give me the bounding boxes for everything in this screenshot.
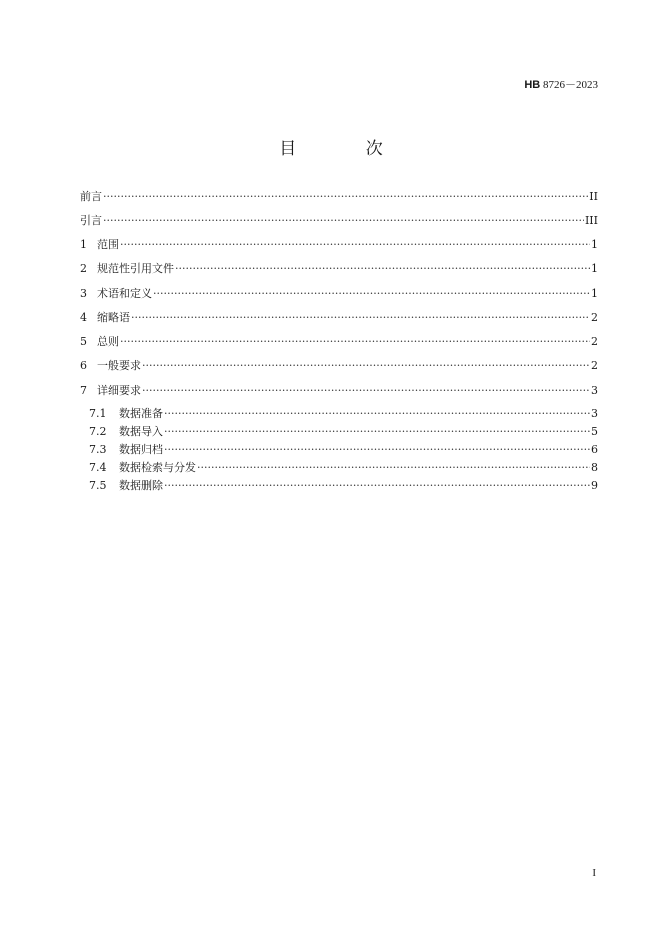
- toc-entry-label: 数据检索与分发: [119, 461, 196, 474]
- toc-entry-number: 7.2: [89, 425, 107, 438]
- toc-leader: [197, 461, 590, 475]
- toc-entry-page: 3: [591, 384, 598, 397]
- toc-entry-page: 1: [591, 238, 598, 251]
- toc-entry-label: 缩略语: [97, 311, 130, 324]
- toc-entry-data-deletion[interactable]: [89, 479, 598, 493]
- toc-entry-label: 数据准备: [119, 407, 163, 420]
- toc-entry-terms-definitions[interactable]: [80, 287, 598, 301]
- toc-leader: [142, 384, 590, 398]
- toc-leader: [164, 407, 590, 421]
- toc-entry-foreword[interactable]: [80, 190, 598, 204]
- toc-entry-page: 2: [591, 335, 598, 348]
- toc-entry-number: 7.5: [89, 479, 107, 492]
- toc-leader: [131, 311, 590, 325]
- toc-entry-introduction[interactable]: [80, 214, 598, 228]
- toc-entry-data-retrieval-distribution[interactable]: [89, 461, 598, 475]
- toc-leader: [103, 214, 584, 228]
- toc-leader: [120, 335, 590, 349]
- toc-entry-number: 7: [80, 384, 87, 397]
- toc-entry-data-archiving[interactable]: [89, 443, 598, 457]
- toc-entry-page: 6: [591, 443, 598, 456]
- toc-entry-page: 9: [591, 479, 598, 492]
- standard-code-number: 8726－2023: [540, 79, 598, 91]
- toc-entry-data-preparation[interactable]: [89, 407, 598, 421]
- toc-entry-label: 详细要求: [97, 384, 141, 397]
- toc-entry-page: 3: [591, 407, 598, 420]
- toc-entry-page: 1: [591, 262, 598, 275]
- toc-entry-abbreviations[interactable]: [80, 311, 598, 325]
- toc-entry-number: 4: [80, 311, 87, 324]
- toc-entry-number: 5: [80, 335, 87, 348]
- toc-leader: [164, 443, 590, 457]
- toc-entry-label: 数据导入: [119, 425, 163, 438]
- toc-entry-label: 数据归档: [119, 443, 163, 456]
- toc-entry-page: II: [589, 190, 598, 203]
- toc-entry-normative-references[interactable]: [80, 262, 598, 276]
- page-title: 目 次: [279, 139, 415, 159]
- toc-entry-label: 一般要求: [97, 359, 141, 372]
- toc-entry-general-principles[interactable]: [80, 335, 598, 349]
- toc-entry-label: 前言: [80, 190, 102, 203]
- toc-leader: [103, 190, 588, 204]
- toc-entry-label: 范围: [97, 238, 119, 251]
- page-number: I: [592, 867, 596, 879]
- toc-entry-data-import[interactable]: [89, 425, 598, 439]
- toc-entry-number: 3: [80, 287, 87, 300]
- toc-entry-page: 8: [591, 461, 598, 474]
- toc-entry-label: 引言: [80, 214, 102, 227]
- toc-entry-page: 5: [591, 425, 598, 438]
- toc-entry-label: 总则: [97, 335, 119, 348]
- toc-leader: [142, 359, 590, 373]
- toc-entry-number: 6: [80, 359, 87, 372]
- toc-entry-page: 2: [591, 311, 598, 324]
- toc-entry-scope[interactable]: [80, 238, 598, 252]
- toc-entry-page: 1: [591, 287, 598, 300]
- toc-entry-page: 2: [591, 359, 598, 372]
- toc-entry-page: III: [584, 214, 598, 227]
- toc-entry-general-requirements[interactable]: [80, 359, 598, 373]
- toc-entry-label: 数据删除: [119, 479, 163, 492]
- toc-entry-number: 7.1: [89, 407, 107, 420]
- toc-entry-number: 7.3: [89, 443, 107, 456]
- toc-leader: [120, 238, 590, 252]
- standard-code-prefix: HB: [524, 79, 541, 91]
- toc-leader: [164, 425, 590, 439]
- toc-entry-label: 术语和定义: [97, 287, 152, 300]
- toc-entry-detailed-requirements[interactable]: [80, 384, 598, 398]
- toc-entry-number: 2: [80, 262, 87, 275]
- toc-entry-number: 1: [80, 238, 87, 251]
- toc-entry-label: 规范性引用文件: [97, 262, 174, 275]
- toc-leader: [164, 479, 590, 493]
- toc-leader: [153, 287, 590, 301]
- toc-leader: [175, 262, 590, 276]
- standard-code: [524, 76, 598, 92]
- toc-entry-number: 7.4: [89, 461, 107, 474]
